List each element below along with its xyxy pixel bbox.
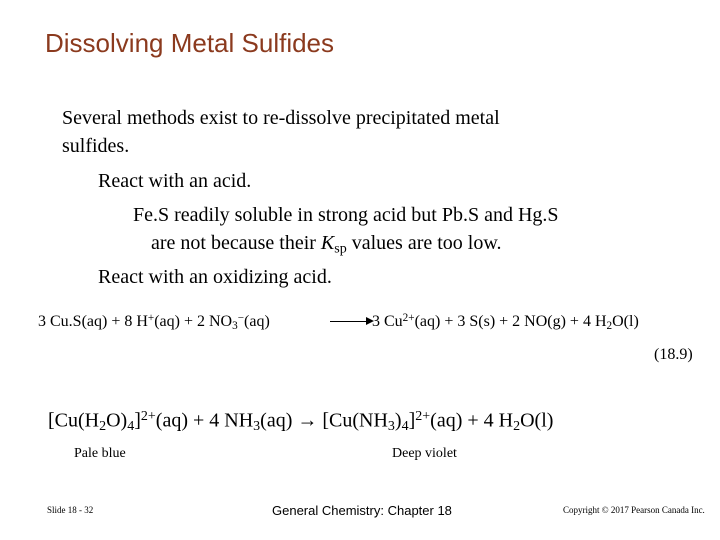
ksp-subscript: sp (334, 241, 347, 257)
equation-2 (48, 409, 553, 435)
formula-text: (aq) + 4 H (430, 409, 514, 432)
formula-text: ] (134, 409, 141, 432)
formula-subscript: 4 (401, 418, 409, 434)
formula-text: O) (106, 409, 128, 432)
formula-superscript: 2+ (415, 409, 431, 424)
footer-copyright: Copyright © 2017 Pearson Canada Inc. (563, 505, 705, 515)
formula-subscript: 3 (253, 418, 261, 434)
formula-subscript: 2 (513, 418, 521, 434)
sub-bullet-line-1: Fe.S readily soluble in strong acid but Pb.S and Hg.S (133, 204, 559, 226)
equation-number: (18.9) (654, 346, 693, 363)
formula-subscript: 2 (606, 319, 613, 332)
footer-chapter: General Chemistry: Chapter 18 (272, 503, 452, 518)
formula-superscript: + (147, 312, 155, 324)
formula-text: (aq) + 3 S(s) + 2 NO(g) + 4 H (414, 313, 607, 331)
formula-text: (aq) → [Cu(NH (260, 409, 388, 432)
label-deep-violet: Deep violet (392, 446, 457, 461)
formula-superscript: 2+ (140, 409, 156, 424)
ksp-text-after: values are too low. (346, 232, 502, 254)
bullet-react-acid: React with an acid. (98, 170, 252, 192)
sub-bullet-line-2 (151, 231, 501, 262)
formula-text: O(l) (612, 313, 639, 331)
label-pale-blue: Pale blue (74, 446, 126, 461)
ksp-text-before: are not because their (151, 232, 321, 254)
formula-text: O(l) (520, 409, 554, 432)
formula-text: (aq) (244, 313, 270, 331)
reaction-arrow-line (330, 321, 366, 322)
formula-subscript: 2 (99, 418, 107, 434)
formula-subscript: 3 (232, 319, 238, 332)
formula-superscript: 2+ (402, 312, 415, 324)
formula-text: [Cu(H (48, 409, 100, 432)
slide-number: Slide 18 - 32 (47, 505, 94, 515)
formula-text: ] (408, 409, 416, 432)
formula-subscript: 4 (127, 418, 135, 434)
slide-title: Dissolving Metal Sulfides (45, 28, 335, 58)
equation-1-lhs (38, 312, 270, 332)
formula-text: (aq) + 4 NH (155, 409, 254, 432)
formula-text: ) (394, 409, 402, 432)
ksp-k: K (320, 232, 335, 254)
formula-superscript: − (237, 312, 245, 324)
equation-1-rhs (372, 312, 639, 332)
bullet-react-oxidizing-acid: React with an oxidizing acid. (98, 266, 332, 288)
formula-subscript: 3 (387, 418, 395, 434)
intro-line-2: sulfides. (62, 135, 130, 157)
formula-text: 3 Cu.S(aq) + 8 H (38, 313, 148, 331)
formula-text: 3 Cu (372, 313, 403, 331)
formula-text: (aq) + 2 NO (154, 313, 233, 331)
intro-line-1: Several methods exist to re-dissolve precipitated metal (62, 107, 500, 129)
